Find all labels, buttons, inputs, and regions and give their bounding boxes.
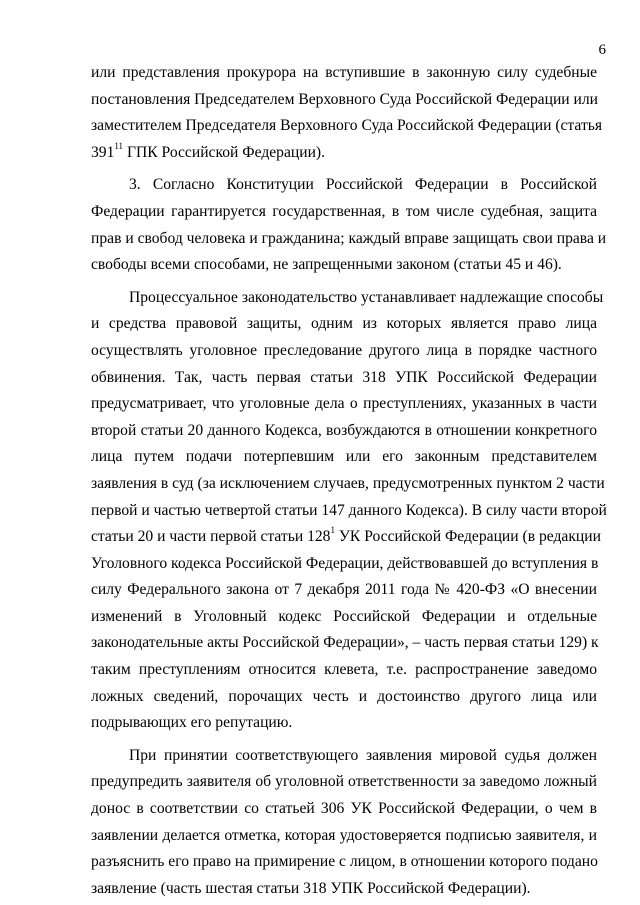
superscript-index: 1 bbox=[330, 524, 335, 535]
text-line: обвинения. Так, часть первая статьи 318 УПК Российской Федерации bbox=[91, 368, 597, 386]
text-fragment: 391 bbox=[91, 143, 115, 161]
text-line: законодательные акты Российской Федерации», – часть первая статьи 129) к bbox=[91, 634, 599, 652]
text-line: Федерации гарантируется государственная, в том числе судебная, защита bbox=[91, 202, 597, 220]
text-line: При принятии соответствующего заявления мировой судья должен bbox=[129, 746, 597, 764]
text-line: разъяснить его право на примирение с лицом, в отношении которого подано bbox=[91, 853, 598, 871]
text-line: предупредить заявителя об уголовной ответственности за заведомо ложный bbox=[91, 773, 597, 791]
text-fragment: статьи 20 и части первой статьи 128 bbox=[91, 528, 331, 546]
text-line: Процессуальное законодательство устанавливает надлежащие способы bbox=[129, 288, 604, 306]
text-line: или представления прокурора на вступившие в законную силу судебные bbox=[91, 64, 597, 81]
text-line bbox=[91, 524, 601, 551]
text-line: постановления Председателем Верховного Суда Российской Федерации или bbox=[91, 90, 599, 108]
text-line: первой и частью четвертой статьи 147 данного Кодекса). В силу части второй bbox=[91, 501, 607, 519]
page-number: 6 bbox=[598, 42, 606, 58]
text-line: и средства правовой защиты, одним из которых является право лица bbox=[91, 315, 597, 333]
text-line: свободы всеми способами, не запрещенными законом (статьи 45 и 46). bbox=[91, 256, 562, 274]
text-line: подрывающих его репутацию. bbox=[91, 714, 293, 732]
text-fragment: УК Российской Федерации (в редакции bbox=[334, 528, 601, 546]
text-line: Уголовного кодекса Российской Федерации, действовавшей до вступления в bbox=[91, 554, 599, 572]
text-line: ложных сведений, порочащих честь и достоинство другого лица или bbox=[91, 687, 597, 705]
text-line: донос в соответствии со статьей 306 УК Российской Федерации, о чем в bbox=[91, 800, 597, 818]
superscript-index: 11 bbox=[114, 140, 124, 151]
text-line: второй статьи 20 данного Кодекса, возбуждаются в отношении конкретного bbox=[91, 421, 597, 439]
paragraph-2 bbox=[91, 172, 607, 278]
paragraph-1 bbox=[91, 60, 603, 166]
text-line: заявления в суд (за исключением случаев, предусмотренных пунктом 2 части bbox=[91, 474, 605, 492]
text-line: предусматривает, что уголовные дела о преступлениях, указанных в части bbox=[91, 395, 597, 413]
text-line: прав и свобод человека и гражданина; каждый вправе защищать свои права и bbox=[91, 229, 607, 247]
text-line: заявление (часть шестая статьи 318 УПК Российской Федерации). bbox=[91, 879, 531, 897]
text-line: таким преступлениям относится клевета, т.е. распространение заведомо bbox=[91, 661, 597, 679]
text-line: заявлении делается отметка, которая удостоверяется подписью заявителя, и bbox=[91, 826, 597, 844]
text-line: лица путем подачи потерпевшим или его законным представителем bbox=[91, 448, 597, 466]
text-line: 3. Согласно Конституции Российской Федерации в Российской bbox=[129, 176, 597, 194]
text-line bbox=[91, 140, 597, 167]
text-fragment: ГПК Российской Федерации). bbox=[123, 143, 326, 161]
text-line: силу Федерального закона от 7 декабря 2011 года № 420-ФЗ «О внесении bbox=[91, 581, 597, 599]
text-line: осуществлять уголовное преследование другого лица в порядке частного bbox=[91, 341, 597, 359]
document-body bbox=[91, 60, 607, 902]
paragraph-4 bbox=[91, 743, 597, 903]
paragraph-3 bbox=[91, 285, 607, 737]
text-line: заместителем Председателя Верховного Суда Российской Федерации (статья bbox=[91, 117, 603, 135]
text-line: изменений в Уголовный кодекс Российской Федерации и отдельные bbox=[91, 607, 597, 625]
